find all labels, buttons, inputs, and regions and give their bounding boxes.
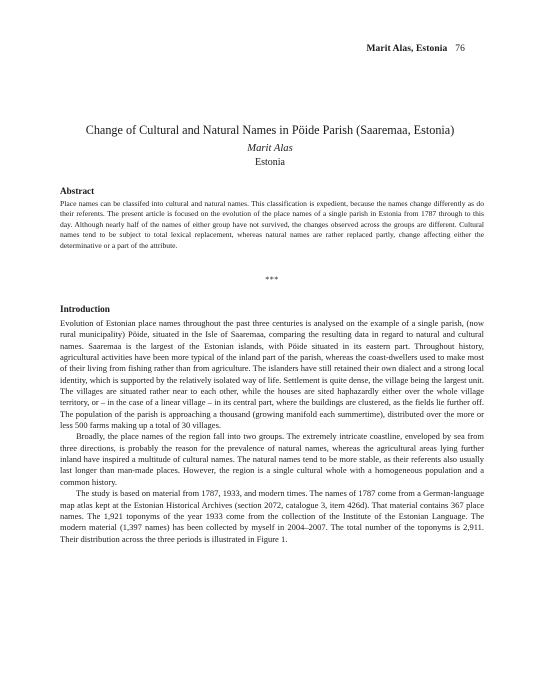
introduction-body xyxy=(60,318,484,545)
body-paragraph: Evolution of Estonian place names throughout the past three centuries is analysed on the example of a single parish, (now rural municipality) Pöide, situated in the Isle of Saaremaa, comparing the resulting data in regard to natural and cultural names. Saaremaa is the largest of the Estonian islands, with Pöide situated in its eastern part. Throughout history, agricultural activities have been more typical of the inland part of the parish, whereas the coast-dwellers used to make most of their living from fishing rather than from agriculture. The islanders have still retained their own dialect and a strong local identity, which is supported by the relatively isolated way of life. Settlement is quite dense, the village being the largest unit. The villages are situated rather near to each other, while the houses are sited haphazardly either over the whole village territory, or – in the case of a linear village – in its central part, where the buildings are clustered, as the fields lie further off. The population of the parish is approaching a thousand (growing manifold each summertime), distributed over the more or less 500 farms making up a total of 30 villages. xyxy=(60,318,484,431)
author-name: Marit Alas xyxy=(247,143,293,154)
section-separator: *** xyxy=(265,275,279,284)
article-title: Change of Cultural and Natural Names in Pöide Parish (Saaremaa, Estonia) xyxy=(85,123,455,137)
author-affiliation: Estonia xyxy=(255,157,285,168)
page-number: 76 xyxy=(455,44,465,54)
running-header xyxy=(366,44,465,54)
introduction-heading: Introduction xyxy=(60,304,110,314)
abstract-heading: Abstract xyxy=(60,186,95,196)
body-paragraph: Broadly, the place names of the region fall into two groups. The extremely intricate coastline, enveloped by sea from three directions, is probably the reason for the prevalence of natural names, whereas the agricultural areas lying further inland have inspired a multitude of cultural names. The natural names tend to be more stable, as their referents also usually last longer than man-made places. However, the region is a single cultural whole with a homogeneous population and a common history. xyxy=(60,431,484,487)
abstract-text: Place names can be classifed into cultural and natural names. This classification is expedient, because the names change differently as do their referents. The present article is focused on the evolution of the place names of a single parish in Estonia from 1787 through to this day. Although nearly half of the names of either group have not survived, the changes observed across the groups are different. Cultural names tend to be subject to total lexical replacement, whereas natural names are rather replaced partly, change affecting either the determinative or a part of the attribute. xyxy=(60,199,484,250)
body-paragraph: The study is based on material from 1787, 1933, and modern times. The names of 1787 come from a German-language map atlas kept at the Estonian Historical Archives (section 2072, catalogue 3, item 426d). That material contains 367 place names. The 1,921 toponyms of the year 1933 come from the collection of the Institute of the Estonian Language. The modern material (1,397 names) has been collected by myself in 2004–2007. The total number of the toponyms is 2,911. Their distribution across the three periods is illustrated in Figure 1. xyxy=(60,488,484,544)
running-title: Marit Alas, Estonia xyxy=(366,44,448,54)
